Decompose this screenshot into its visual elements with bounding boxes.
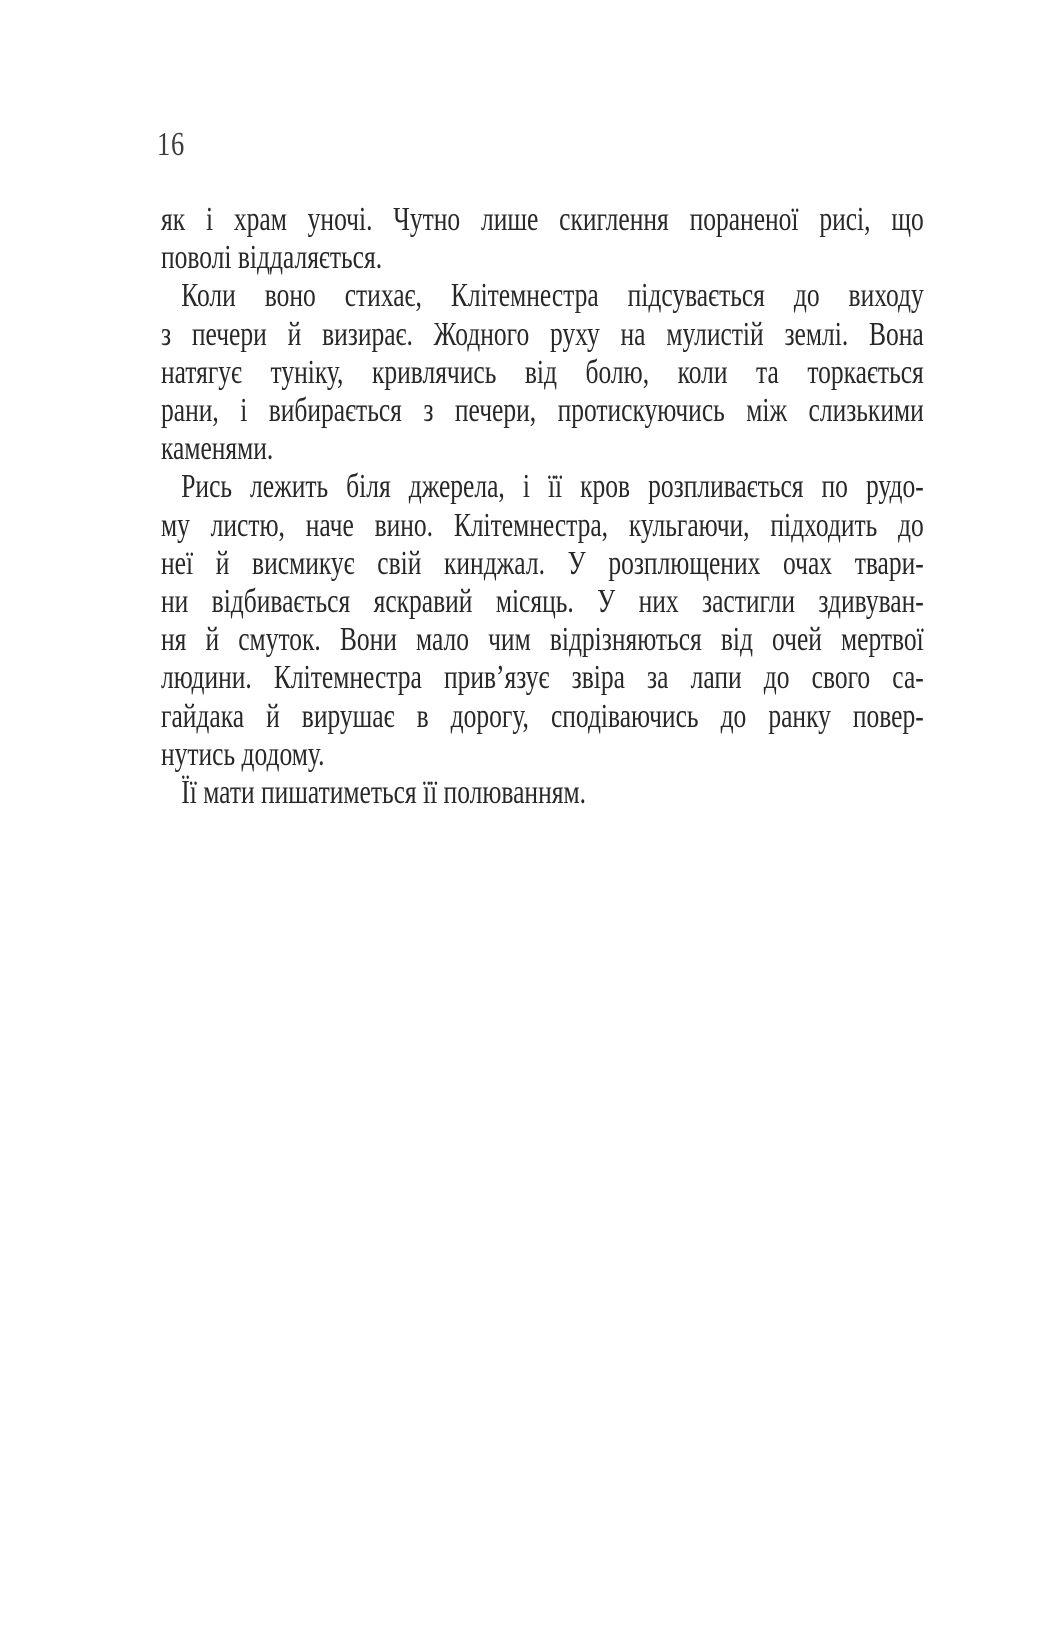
- text-line: рани, і вибирається з печери, протискуючись між слизькими: [161, 392, 924, 430]
- text-line: Її мати пишатиметься її полюванням.: [181, 774, 586, 812]
- paragraph: [161, 468, 924, 774]
- text-line: людини. Клітемнестра прив’язує звіра за лапи до свого са-: [161, 659, 924, 697]
- text-line: як і храм уночі. Чутно лише скиглення пораненої рисі, що: [161, 201, 924, 238]
- text-line: каменями.: [161, 430, 274, 468]
- text-line: Рись лежить біля джерела, і її кров розпливається по рудо-: [181, 468, 924, 506]
- page-number: 16: [157, 126, 186, 163]
- paragraph: [161, 277, 924, 468]
- text-line: поволі віддаляється.: [161, 239, 383, 277]
- paragraph: [161, 201, 924, 277]
- text-line: гайдака й вирушає в дорогу, сподіваючись до ранку повер-: [161, 697, 924, 735]
- text-line: Коли воно стихає, Клітемнестра підсувається до виходу: [181, 277, 924, 315]
- text-line: натягує туніку, кривлячись від болю, коли та торкається: [161, 353, 924, 391]
- paragraph: [161, 774, 924, 812]
- text-line: неї й висмикує свій кинджал. У розплющених очах твари-: [161, 544, 924, 582]
- text-block: [161, 201, 924, 812]
- text-line: ни відбивається яскравий місяць. У них застигли здивуван-: [161, 583, 924, 621]
- text-line: нутись додому.: [161, 735, 325, 773]
- text-line: ня й смуток. Вони мало чим відрізняються від очей мертвої: [161, 621, 924, 659]
- text-line: з печери й визирає. Жодного руху на мулистій землі. Вона: [161, 315, 924, 353]
- text-line: му листю, наче вино. Клітемнестра, кульгаючи, підходить до: [161, 506, 924, 544]
